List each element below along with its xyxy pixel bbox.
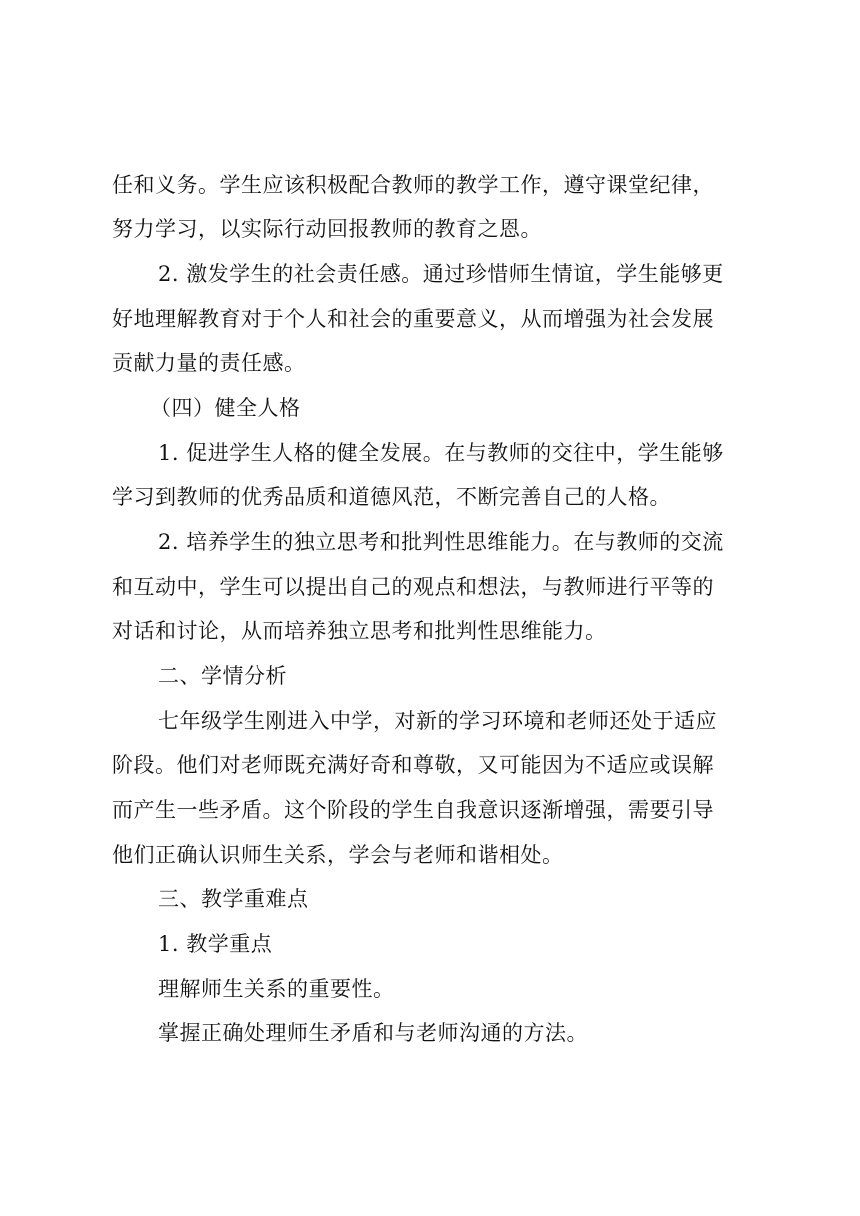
paragraph-line: 2. 激发学生的社会责任感。通过珍惜师生情谊，学生能够更: [158, 262, 724, 286]
paragraph-line: 对话和讨论，从而培养独立思考和批判性思维能力。: [112, 619, 607, 643]
section-heading: （四）健全人格: [150, 396, 301, 420]
paragraph-line: 任和义务。学生应该积极配合教师的教学工作，遵守课堂纪律，: [112, 173, 714, 197]
subsection-heading: 1. 教学重点: [158, 932, 273, 956]
paragraph-line: 1. 促进学生人格的健全发展。在与教师的交往中，学生能够: [158, 441, 724, 465]
paragraph-line: 而产生一些矛盾。这个阶段的学生自我意识逐渐增强，需要引导: [112, 798, 714, 822]
paragraph-line: 学习到教师的优秀品质和道德风范，不断完善自己的人格。: [112, 485, 671, 509]
paragraph-line: 和互动中，学生可以提出自己的观点和想法，与教师进行平等的: [112, 575, 714, 599]
paragraph-line: 好地理解教育对于个人和社会的重要意义，从而增强为社会发展: [112, 307, 714, 331]
paragraph-line: 掌握正确处理师生矛盾和与老师沟通的方法。: [158, 1021, 588, 1045]
paragraph-line: 七年级学生刚进入中学，对新的学习环境和老师还处于适应: [158, 709, 717, 733]
paragraph-line: 2. 培养学生的独立思考和批判性思维能力。在与教师的交流: [158, 530, 724, 554]
paragraph-line: 贡献力量的责任感。: [112, 351, 306, 375]
paragraph-line: 他们正确认识师生关系，学会与老师和谐相处。: [112, 843, 564, 867]
paragraph-line: 理解师生关系的重要性。: [158, 977, 395, 1001]
paragraph-line: 努力学习，以实际行动回报教师的教育之恩。: [112, 217, 542, 241]
section-heading: 二、学情分析: [158, 664, 287, 688]
section-heading: 三、教学重难点: [158, 887, 309, 911]
paragraph-line: 阶段。他们对老师既充满好奇和尊敬，又可能因为不适应或误解: [112, 753, 714, 777]
